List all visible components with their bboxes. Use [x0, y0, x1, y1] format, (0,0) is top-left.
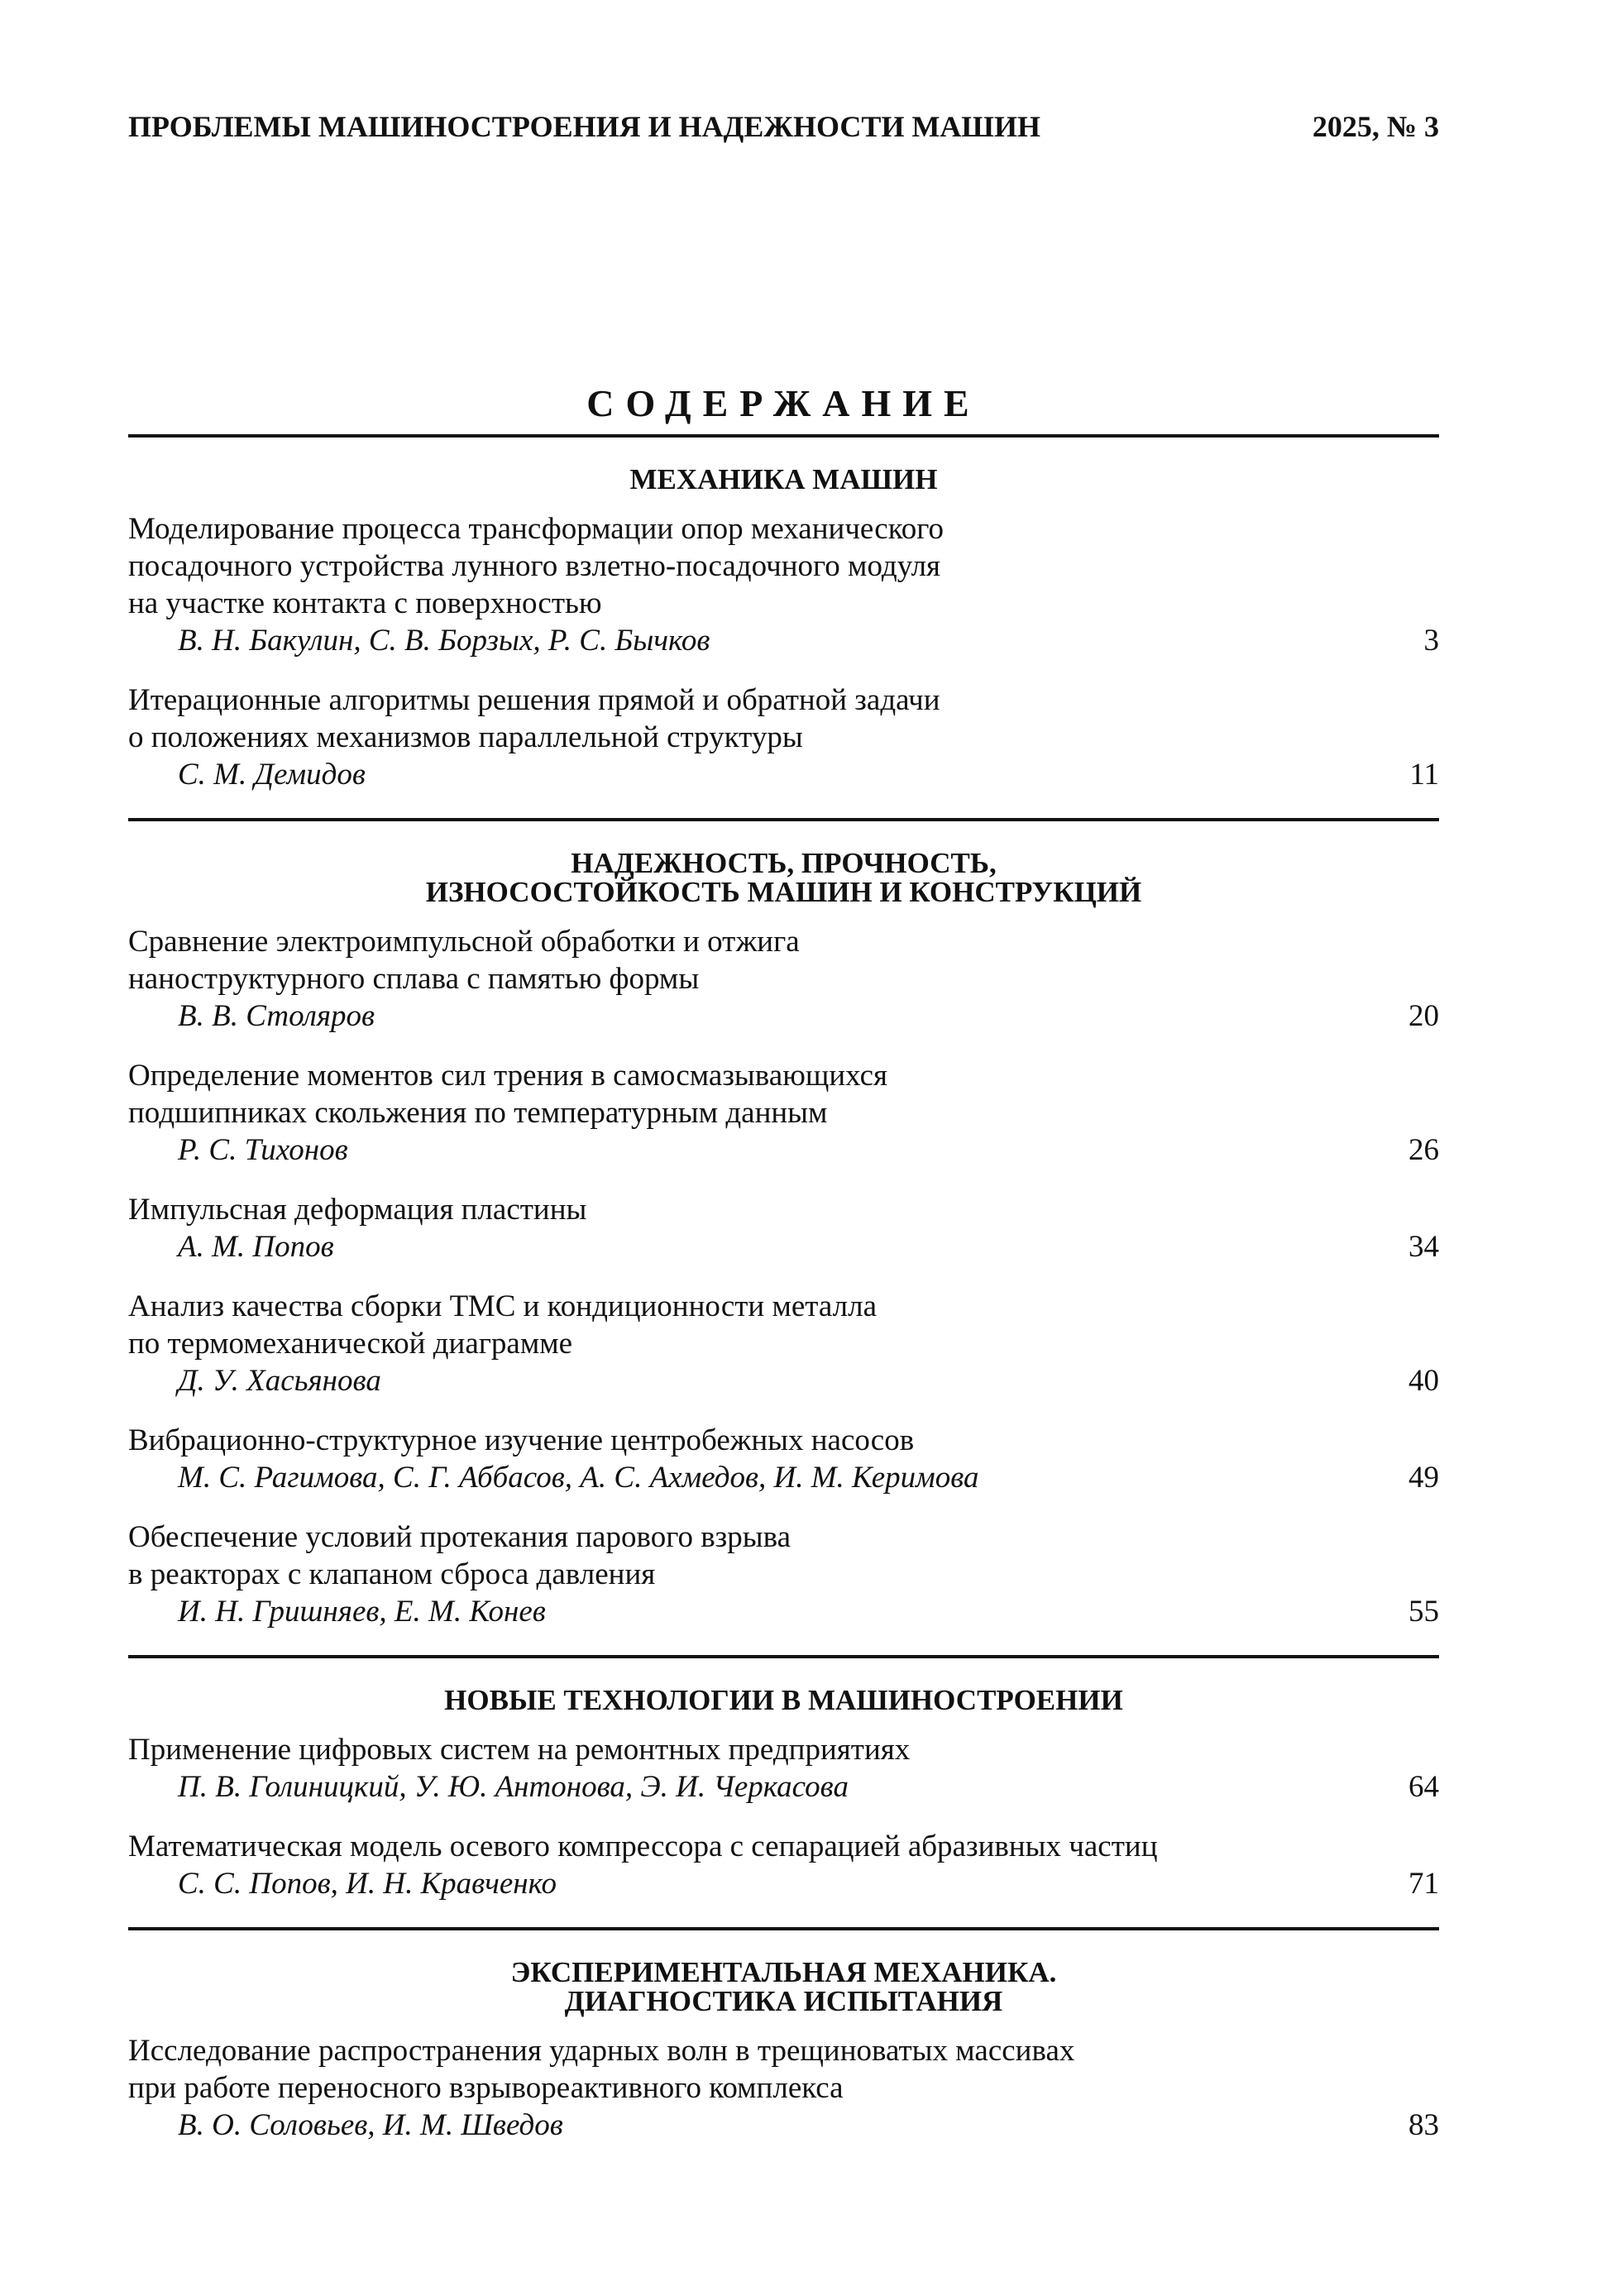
toc-section — [128, 849, 1439, 1630]
page-number: 3 — [1423, 624, 1439, 658]
author-line — [128, 1768, 1439, 1806]
toc-entry[interactable] — [128, 510, 1439, 659]
author-line — [128, 2107, 1439, 2144]
article-title-line: Итерационные алгоритмы решения прямой и обратной задачи — [128, 683, 940, 717]
article-authors: М. С. Рагимова, С. Г. Аббасов, А. С. Ахмедов, И. М. Керимова — [178, 1461, 979, 1495]
article-title-line: Импульсная деформация пластины — [128, 1193, 587, 1227]
article-authors: И. Н. Гришняев, Е. М. Конев — [178, 1595, 546, 1629]
page-number: 55 — [1408, 1595, 1439, 1629]
toc-entry[interactable] — [128, 682, 1439, 793]
section-divider — [128, 1927, 1439, 1930]
author-line — [128, 1593, 1439, 1630]
page-number: 49 — [1408, 1461, 1439, 1495]
toc-section — [128, 465, 1439, 793]
toc-section — [128, 1686, 1439, 1902]
article-title-line: посадочного устройства лунного взлетно-посадочного модуля — [128, 549, 941, 583]
section-heading — [128, 1958, 1439, 2016]
section-heading — [128, 465, 1439, 494]
section-entries — [128, 2032, 1439, 2144]
author-line — [128, 756, 1439, 793]
section-heading — [128, 849, 1439, 906]
article-authors: А. М. Попов — [178, 1230, 334, 1264]
article-title-line: при работе переносного взрывореактивного комплекса — [128, 2071, 844, 2105]
article-title-line: в реакторах с клапаном сброса давления — [128, 1557, 656, 1591]
toc-entry[interactable] — [128, 1057, 1439, 1169]
article-title-line: о положениях механизмов параллельной структуры — [128, 720, 803, 754]
section-heading-line: МЕХАНИКА МАШИН — [629, 463, 938, 495]
running-header — [128, 108, 1439, 145]
section-heading-line: ИЗНОСОСТОЙКОСТЬ МАШИН И КОНСТРУКЦИЙ — [425, 876, 1142, 908]
article-title-line: Математическая модель осевого компрессора с сепарацией абразивных частиц — [128, 1830, 1158, 1863]
section-entries — [128, 1731, 1439, 1902]
author-line — [128, 997, 1439, 1035]
article-title-line: Обеспечение условий протекания парового взрыва — [128, 1520, 791, 1554]
section-heading-line: ЭКСПЕРИМЕНТАЛЬНАЯ МЕХАНИКА. — [510, 1956, 1057, 1988]
page-number: 20 — [1408, 999, 1439, 1033]
article-authors: С. С. Попов, И. Н. Кравченко — [178, 1867, 557, 1901]
article-title-line: Применение цифровых систем на ремонтных предприятиях — [128, 1733, 911, 1767]
journal-title: ПРОБЛЕМЫ МАШИНОСТРОЕНИЯ И НАДЕЖНОСТИ МАШИН — [128, 110, 1040, 143]
article-authors: В. В. Столяров — [178, 999, 375, 1033]
page-number: 11 — [1409, 758, 1439, 792]
article-title-line: подшипниках скольжения по температурным данным — [128, 1096, 828, 1130]
article-authors: Д. У. Хасьянова — [178, 1364, 381, 1398]
section-heading — [128, 1686, 1439, 1715]
page-number: 71 — [1408, 1867, 1439, 1901]
article-authors: Р. С. Тихонов — [178, 1133, 348, 1167]
section-entries — [128, 923, 1439, 1630]
article-title-line: Сравнение электроимпульсной обработки и отжига — [128, 925, 800, 959]
article-authors: В. О. Соловьев, И. М. Шведов — [178, 2108, 563, 2142]
author-line — [128, 1865, 1439, 1902]
toc-entry[interactable] — [128, 1191, 1439, 1265]
page-number: 40 — [1408, 1364, 1439, 1398]
toc-entry[interactable] — [128, 1422, 1439, 1496]
toc-entry[interactable] — [128, 1288, 1439, 1399]
article-title-line: по термомеханической диаграмме — [128, 1327, 573, 1361]
article-title-line: на участке контакта с поверхностью — [128, 586, 602, 620]
section-heading-line: ДИАГНОСТИКА ИСПЫТАНИЯ — [564, 1985, 1003, 2017]
article-authors: С. М. Демидов — [178, 758, 366, 792]
page-number: 34 — [1408, 1230, 1439, 1264]
article-authors: В. Н. Бакулин, С. В. Борзых, Р. С. Бычков — [178, 624, 710, 658]
author-line — [128, 1228, 1439, 1265]
issue-number: 2025, № 3 — [1312, 110, 1439, 143]
article-title-line: Анализ качества сборки ТМС и кондиционности металла — [128, 1289, 878, 1323]
section-heading-line: НАДЕЖНОСТЬ, ПРОЧНОСТЬ, — [571, 847, 997, 879]
toc-entry[interactable] — [128, 1519, 1439, 1630]
toc-entry[interactable] — [128, 1828, 1439, 1902]
section-divider — [128, 1655, 1439, 1658]
page-number: 64 — [1408, 1770, 1439, 1804]
article-authors: П. В. Голиницкий, У. Ю. Антонова, Э. И. Черкасова — [178, 1770, 849, 1804]
toc-entry[interactable] — [128, 2032, 1439, 2144]
article-title-line: наноструктурного сплава с памятью формы — [128, 962, 700, 996]
page-number: 83 — [1408, 2108, 1439, 2142]
section-heading-line: НОВЫЕ ТЕХНОЛОГИИ В МАШИНОСТРОЕНИИ — [444, 1684, 1123, 1716]
table-of-contents — [128, 434, 1439, 2169]
toc-section — [128, 1958, 1439, 2144]
author-line — [128, 1131, 1439, 1169]
author-line — [128, 1459, 1439, 1496]
page-title: СОДЕРЖАНИЕ — [586, 382, 981, 424]
section-divider — [128, 818, 1439, 821]
article-title-line: Моделирование процесса трансформации опор механического — [128, 512, 944, 546]
article-title-line: Вибрационно-структурное изучение центробежных насосов — [128, 1423, 915, 1457]
author-line — [128, 1362, 1439, 1399]
toc-entry[interactable] — [128, 923, 1439, 1035]
page-number: 26 — [1408, 1133, 1439, 1167]
section-divider — [128, 434, 1439, 438]
toc-entry[interactable] — [128, 1731, 1439, 1806]
author-line — [128, 622, 1439, 659]
article-title-line: Исследование распространения ударных волн в трещиноватых массивах — [128, 2034, 1075, 2068]
section-entries — [128, 510, 1439, 793]
article-title-line: Определение моментов сил трения в самосмазывающихся — [128, 1059, 888, 1093]
